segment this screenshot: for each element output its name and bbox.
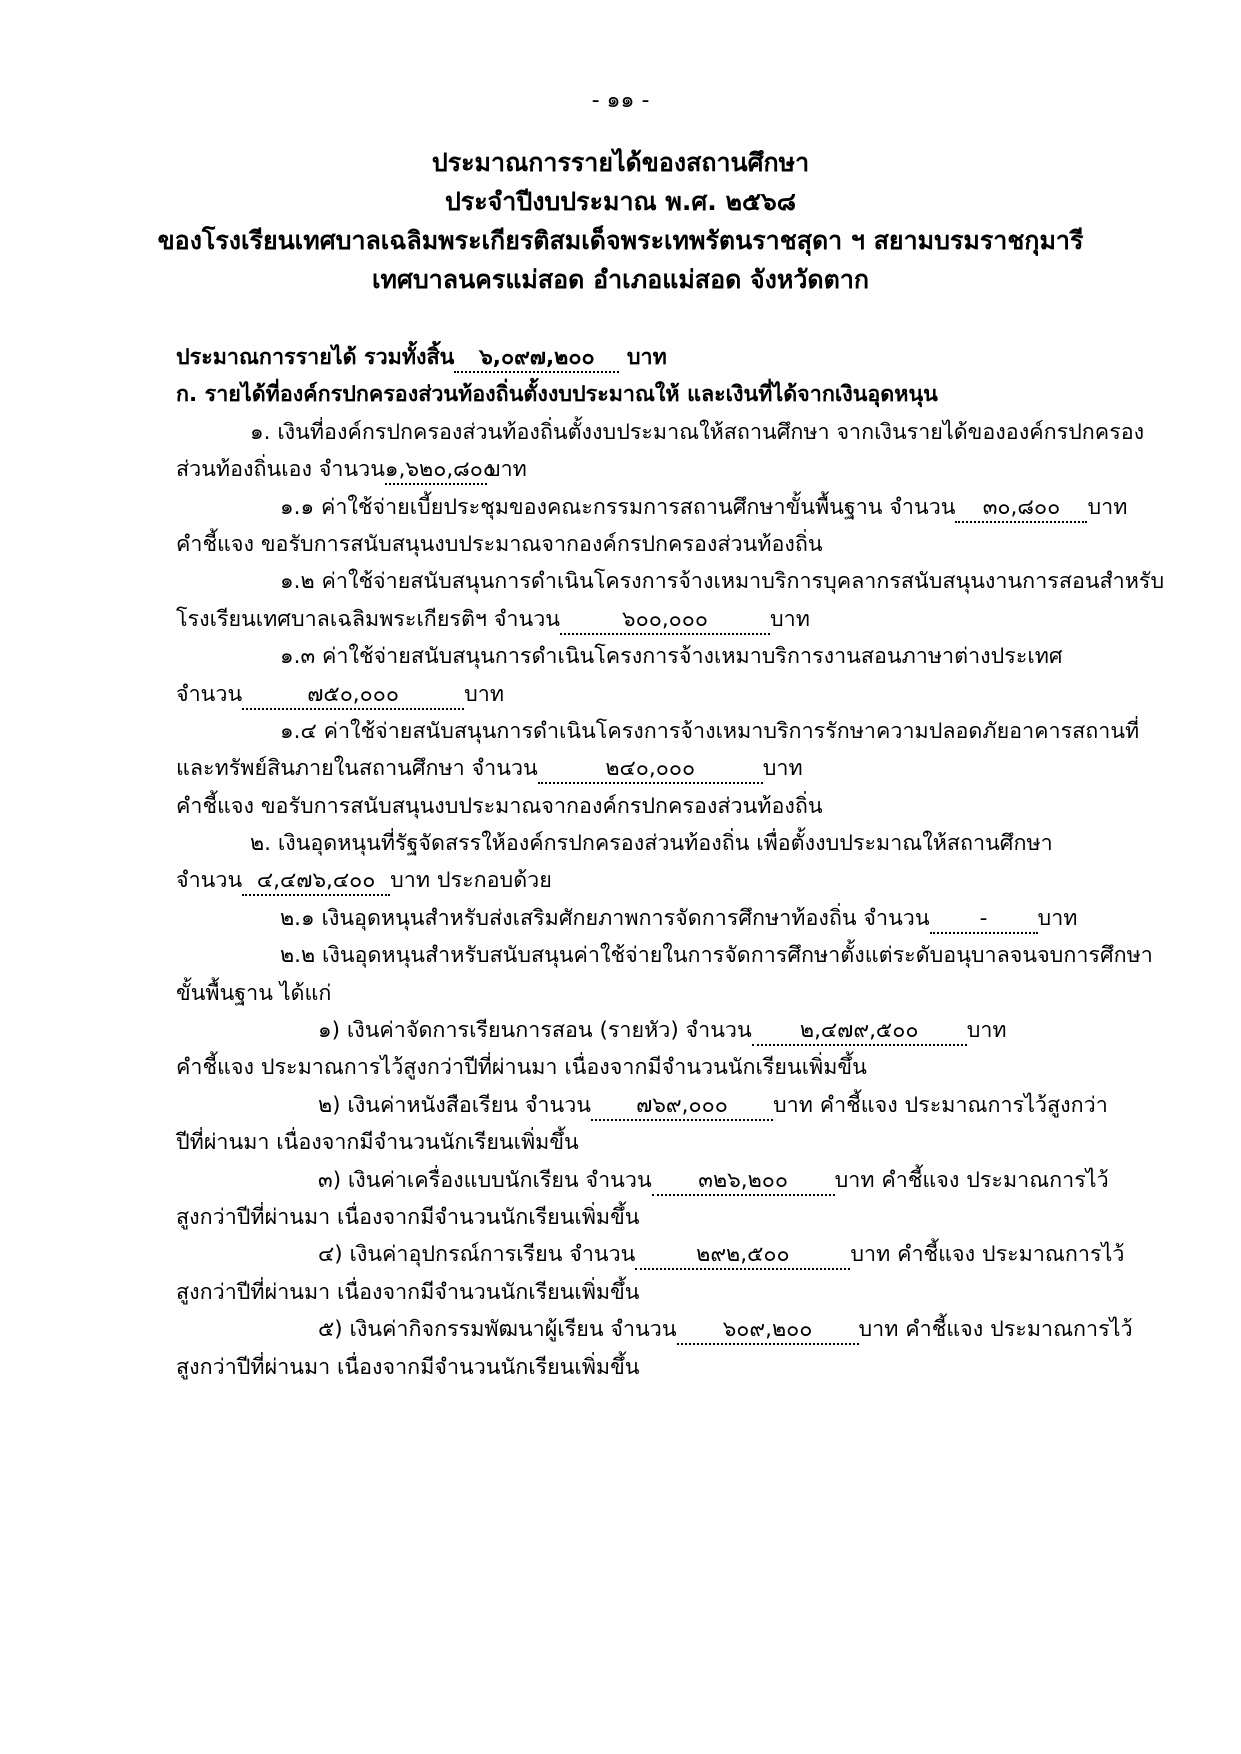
item1-3-amount: ๗๕๐,๐๐๐ — [242, 682, 464, 710]
section-a-heading: ก. รายได้ที่องค์กรปกครองส่วนท้องถิ่นตั้งงบประมาณให้ และเงินที่ได้จากเงินอุดหนุน — [176, 382, 938, 408]
sub4-prefix: ๔) เงินค่าอุปกรณ์การเรียน จำนวน — [318, 1242, 636, 1268]
item1-2-amount: ๖๐๐,๐๐๐ — [560, 607, 770, 635]
item1-1-unit: บาท — [1087, 494, 1128, 520]
item1-3-prefix: จำนวน — [176, 681, 243, 707]
document-body — [176, 339, 1165, 1386]
item1-3-line2 — [176, 676, 1116, 713]
item1-4-prefix: และทรัพย์สินภายในสถานศึกษา จำนวน — [176, 756, 538, 782]
sub2-line — [176, 1087, 1116, 1124]
item1-2-unit: บาท — [769, 606, 810, 632]
sub4-suffix: บาท คำชี้แจง ประมาณการไว้ — [850, 1242, 1125, 1268]
item1-2-line2 — [176, 601, 1116, 638]
item1-unit: บาท — [486, 457, 527, 483]
sub3-suffix: บาท คำชี้แจง ประมาณการไว้ — [834, 1167, 1109, 1193]
item1-4-line1: ๑.๔ ค่าใช้จ่ายสนับสนุนการดำเนินโครงการจ้างเหมาบริการรักษาความปลอดภัยอาคารสถานที่ — [280, 718, 1140, 744]
sub4-line2: สูงกว่าปีที่ผ่านมา เนื่องจากมีจำนวนนักเรียนเพิ่มขึ้น — [176, 1279, 640, 1305]
item1-amount: ๑,๖๒๐,๘๐๐ — [385, 457, 487, 485]
sub4-line — [176, 1236, 1125, 1273]
sub1-amount: ๒,๔๗๙,๕๐๐ — [752, 1018, 967, 1046]
sub2-amount: ๗๖๙,๐๐๐ — [591, 1093, 773, 1121]
item1-3-line1: ๑.๓ ค่าใช้จ่ายสนับสนุนการดำเนินโครงการจ้างเหมาบริการงานสอนภาษาต่างประเทศ — [280, 644, 1063, 670]
item1-2-line1: ๑.๒ ค่าใช้จ่ายสนับสนุนการดำเนินโครงการจ้างเหมาบริการบุคลากรสนับสนุนงานการสอนสำหรับ — [280, 569, 1165, 595]
item2-2-line2: ขั้นพื้นฐาน ได้แก่ — [176, 980, 332, 1006]
item1-1-line — [176, 489, 1128, 526]
sub3-prefix: ๓) เงินค่าเครื่องแบบนักเรียน จำนวน — [318, 1167, 652, 1193]
sub1-unit: บาท — [966, 1018, 1007, 1044]
sub1-prefix: ๑) เงินค่าจัดการเรียนการสอน (รายหัว) จำนวน — [318, 1018, 752, 1044]
total-unit: บาท — [626, 345, 667, 370]
sub3-amount: ๓๒๖,๒๐๐ — [652, 1168, 835, 1196]
sub2-prefix: ๒) เงินค่าหนังสือเรียน จำนวน — [318, 1092, 591, 1118]
sub3-line2: สูงกว่าปีที่ผ่านมา เนื่องจากมีจำนวนนักเรียนเพิ่มขึ้น — [176, 1204, 640, 1230]
sub3-line — [176, 1162, 1116, 1199]
total-amount: ๖,๐๙๗,๒๐๐ — [454, 345, 619, 373]
sub2-suffix: บาท คำชี้แจง ประมาณการไว้สูงกว่า — [772, 1092, 1108, 1118]
sub5-line2: สูงกว่าปีที่ผ่านมา เนื่องจากมีจำนวนนักเรียนเพิ่มขึ้น — [176, 1354, 640, 1380]
item2-1-prefix: ๒.๑ เงินอุดหนุนสำหรับส่งเสริมศักยภาพการจัดการศึกษาท้องถิ่น จำนวน — [280, 905, 930, 931]
item2-prefix: จำนวน — [176, 868, 243, 894]
sub5-suffix: บาท คำชี้แจง ประมาณการไว้ — [858, 1317, 1133, 1343]
sub4-amount: ๒๙๒,๕๐๐ — [635, 1242, 850, 1270]
item1-1-prefix: ๑.๑ ค่าใช้จ่ายเบี้ยประชุมของคณะกรรมการสถานศึกษาขั้นพื้นฐาน จำนวน — [280, 494, 956, 520]
item2-2-line1: ๒.๒ เงินอุดหนุนสำหรับสนับสนุนค่าใช้จ่ายในการจัดการศึกษาตั้งแต่ระดับอนุบาลจนจบการศึกษา — [280, 943, 1153, 969]
item2-1-unit: บาท — [1037, 905, 1078, 931]
item2-line1: ๒. เงินอุดหนุนที่รัฐจัดสรรให้องค์กรปกครองส่วนท้องถิ่น เพื่อตั้งงบประมาณให้สถานศึกษา — [250, 831, 1053, 857]
sub1-note: คำชี้แจง ประมาณการไว้สูงกว่าปีที่ผ่านมา เนื่องจากมีจำนวนนักเรียนเพิ่มขึ้น — [176, 1055, 867, 1081]
title-line-2: ประจำปีงบประมาณ พ.ศ. ๒๕๖๘ — [444, 187, 797, 216]
item1-2-prefix: โรงเรียนเทศบาลเฉลิมพระเกียรติฯ จำนวน — [176, 606, 560, 632]
item1-4-unit: บาท — [762, 756, 803, 782]
sub5-amount: ๖๐๙,๒๐๐ — [677, 1317, 859, 1345]
item1-4-amount: ๒๔๐,๐๐๐ — [538, 756, 763, 784]
item1-1-note: คำชี้แจง ขอรับการสนับสนุนงบประมาณจากองค์กรปกครองส่วนท้องถิ่น — [176, 531, 823, 557]
item1-line2 — [176, 451, 1116, 488]
item1-prefix: ส่วนท้องถิ่นเอง จำนวน — [176, 457, 385, 483]
item2-line2 — [176, 862, 1116, 899]
item1-1-amount: ๓๐,๘๐๐ — [955, 495, 1087, 523]
title-line-4: เทศบาลนครแม่สอด อำเภอแม่สอด จังหวัดตาก — [371, 265, 870, 294]
sub2-line2: ปีที่ผ่านมา เนื่องจากมีจำนวนนักเรียนเพิ่มขึ้น — [176, 1130, 579, 1156]
item2-1-amount: - — [930, 906, 1038, 934]
sub5-line — [176, 1311, 1133, 1348]
item1-3-unit: บาท — [464, 681, 505, 707]
document-title — [0, 143, 1241, 299]
title-line-3: ของโรงเรียนเทศบาลเฉลิมพระเกียรติสมเด็จพระเทพรัตนราชสุดา ฯ สยามบรมราชกุมารี — [157, 226, 1084, 255]
item2-suffix: บาท ประกอบด้วย — [390, 868, 552, 894]
title-line-1: ประมาณการรายได้ของสถานศึกษา — [431, 148, 810, 177]
item1-line1: ๑. เงินที่องค์กรปกครองส่วนท้องถิ่นตั้งงบประมาณให้สถานศึกษา จากเงินรายได้ขององค์กรปกครอง — [250, 419, 1145, 445]
sub1-line — [176, 1012, 1116, 1049]
total-line — [176, 339, 1116, 376]
total-prefix: ประมาณการรายได้ รวมทั้งสิ้น — [176, 345, 455, 370]
item2-amount: ๔,๔๗๖,๔๐๐ — [242, 868, 390, 896]
item1-4-line2 — [176, 750, 1116, 787]
page-number: - ๑๑ - — [591, 88, 650, 113]
sub5-prefix: ๕) เงินค่ากิจกรรมพัฒนาผู้เรียน จำนวน — [318, 1317, 677, 1343]
item1-4-note: คำชี้แจง ขอรับการสนับสนุนงบประมาณจากองค์กรปกครองส่วนท้องถิ่น — [176, 793, 823, 819]
item2-1-line — [176, 900, 1116, 937]
